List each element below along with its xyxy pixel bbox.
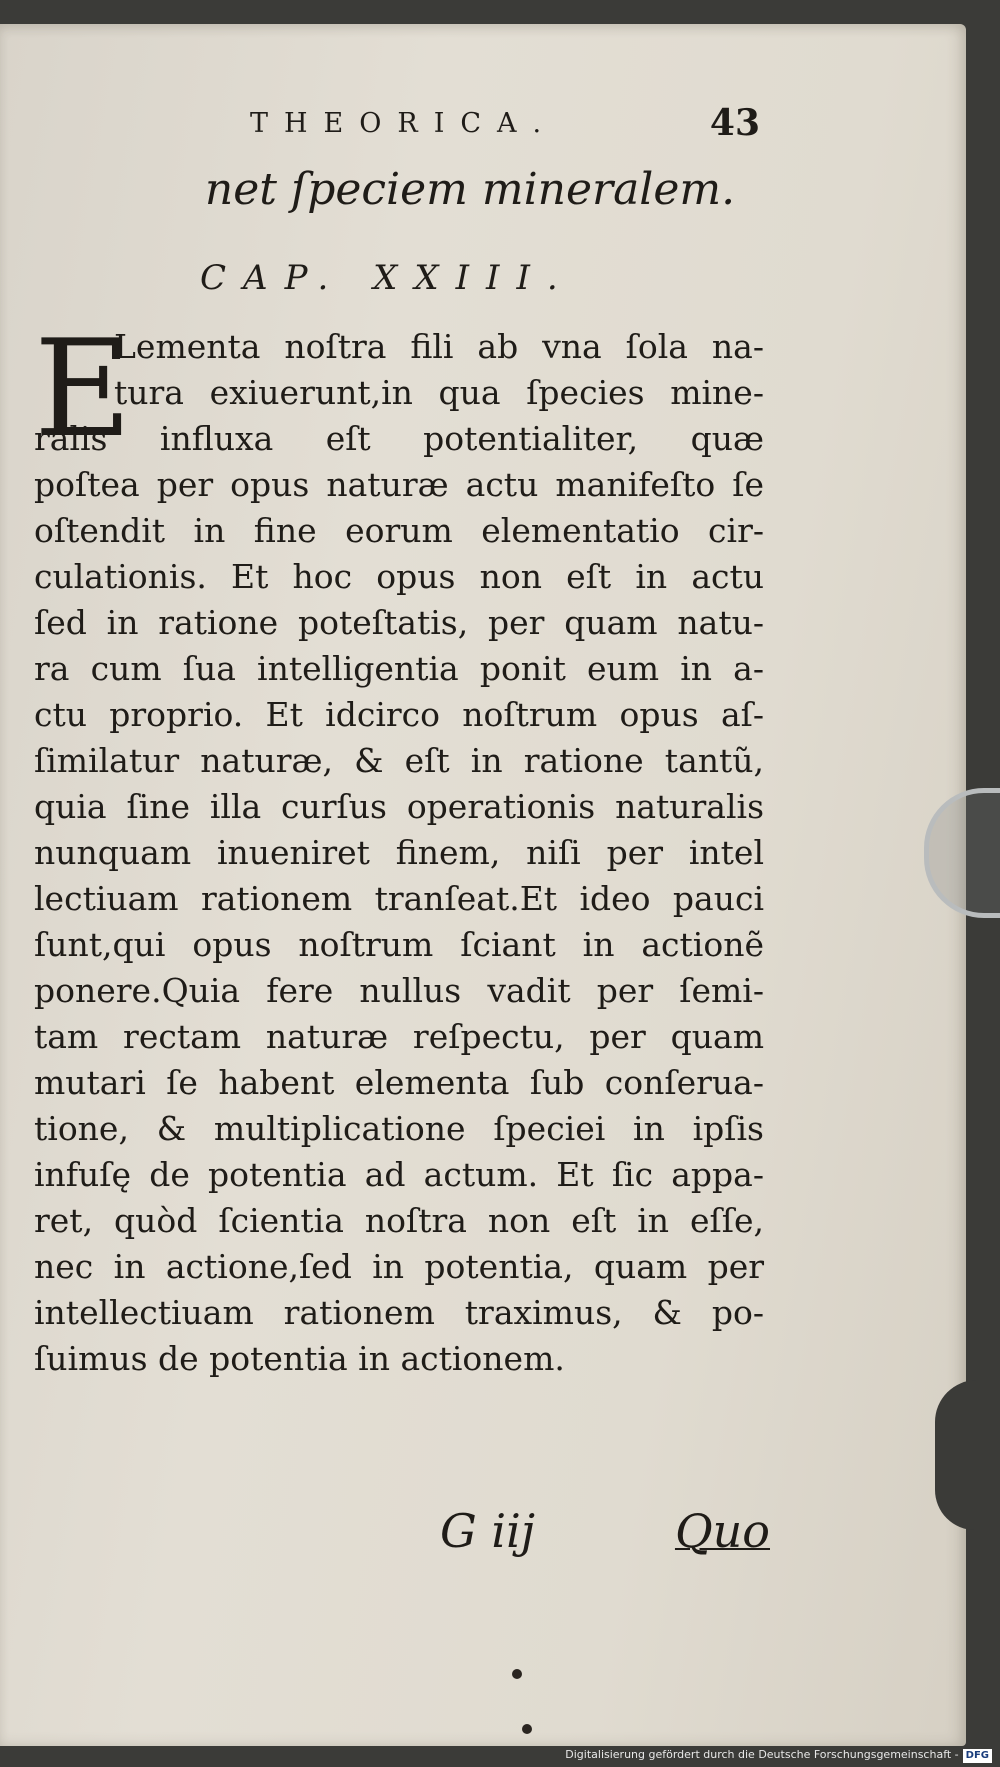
text-line: intellectiuam rationem traximus, & po-: [34, 1293, 764, 1332]
page-edge-notch: [935, 1380, 1000, 1530]
text-line: nunquam inueniret finem, niſi per intel: [34, 833, 764, 872]
chapter-heading: CAP. XXIII.: [200, 258, 575, 298]
text-line: ſimilatur naturæ, & eſt in ratione tantũ,: [34, 741, 764, 780]
catchword: Quo: [674, 1504, 770, 1558]
dfg-logo: DFG: [963, 1749, 992, 1763]
text-line: lectiuam rationem tranſeat.Et ideo pauci: [34, 879, 764, 918]
text-line: ra cum ſua intelligentia ponit eum in a-: [34, 649, 764, 688]
ink-dot: [512, 1669, 522, 1679]
text-line: ctu proprio. Et idcirco noſtrum opus aſ-: [34, 695, 764, 734]
page-header: [250, 102, 760, 152]
text-line: oſtendit in fine eorum elementatio cir-: [34, 511, 764, 550]
text-line: nec in actione,ſed in potentia, quam per: [34, 1247, 764, 1286]
running-head: THEORICA.: [250, 108, 558, 139]
text-line: ralis influxa eſt potentialiter, quæ: [34, 419, 764, 458]
text-line: mutari ſe habent elementa ſub conſerua-: [34, 1063, 764, 1102]
text-line: tam rectam naturæ reſpectu, per quam: [34, 1017, 764, 1056]
page-number: 43: [709, 102, 760, 144]
text-line: tione, & multiplicatione ſpeciei in ipſis: [34, 1109, 764, 1148]
signature-mark: G iij: [440, 1504, 536, 1558]
text-line: poſtea per opus naturæ actu manifeſto ſe: [34, 465, 764, 504]
text-line: Lementa noſtra fili ab vna ſola na-: [114, 327, 764, 366]
ink-dot: [522, 1724, 532, 1734]
digitization-credit: [565, 1748, 992, 1763]
text-line: ſunt,qui opus noſtrum ſciant in actionẽ: [34, 925, 764, 964]
text-line: ſuimus de potentia in actionem.: [34, 1339, 565, 1378]
text-line: infuſę de potentia ad actum. Et ſic appa-: [34, 1155, 764, 1194]
text-line: ſed in ratione poteſtatis, per quam natu-: [34, 603, 764, 642]
text-line: ret, quòd ſcientia noſtra non eſt in eſſe,: [34, 1201, 764, 1240]
drop-cap: E: [34, 311, 132, 467]
text-line: ponere.Quia fere nullus vadit per ſemi-: [34, 971, 764, 1010]
chapter-subtitle: net ſpeciem mineralem.: [204, 164, 736, 215]
credit-text: Digitalisierung gefördert durch die Deutsche Forschungsgemeinschaft -: [565, 1748, 959, 1761]
text-line: culationis. Et hoc opus non eſt in actu: [34, 557, 764, 596]
text-line: quia ſine illa curſus operationis naturalis: [34, 787, 764, 826]
catchline: [440, 1504, 770, 1574]
book-page: [0, 24, 966, 1746]
text-line: tura exiuerunt,in qua ſpecies mine-: [114, 373, 764, 412]
